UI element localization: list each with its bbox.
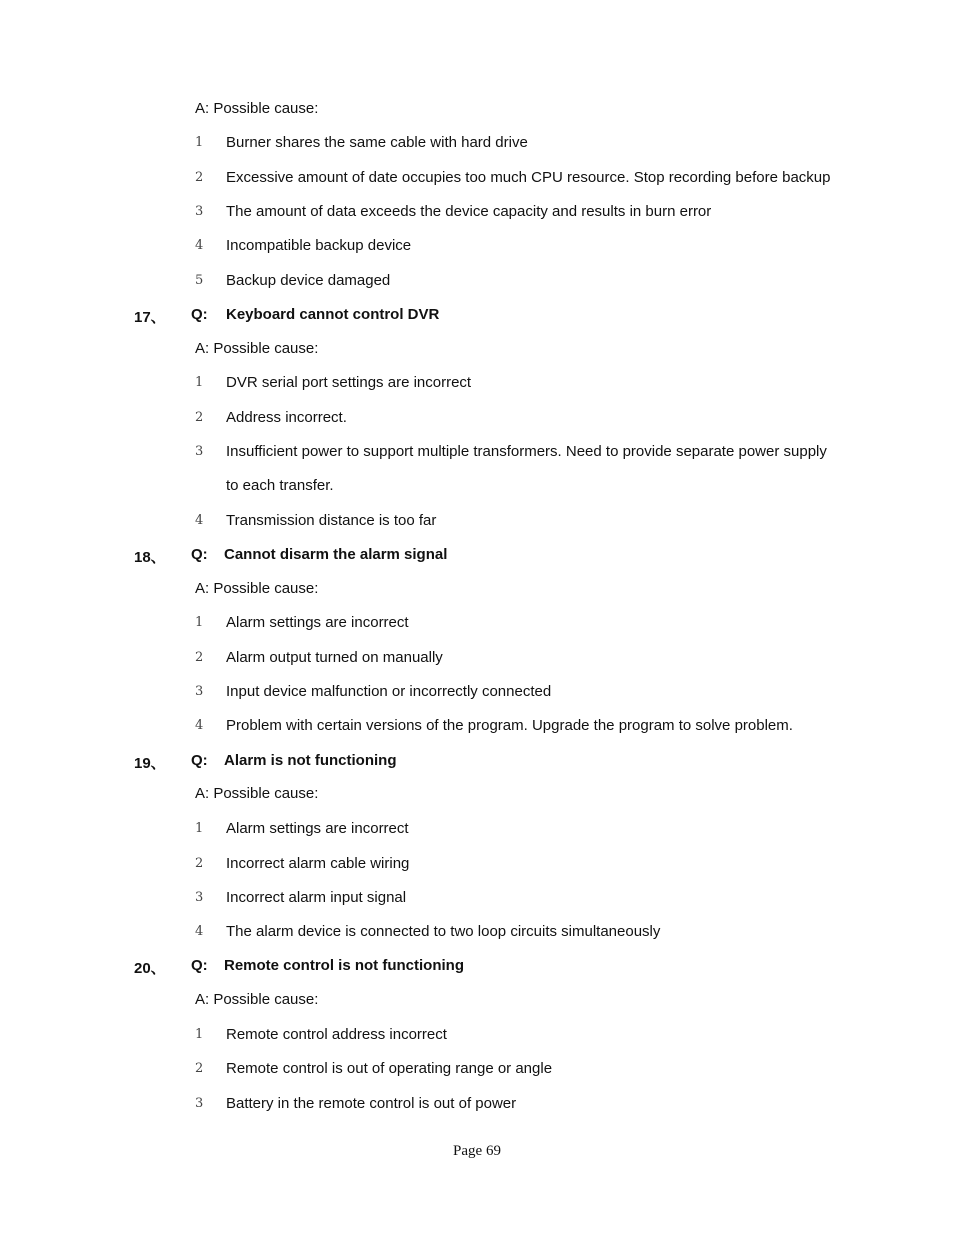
answer-label: A: Possible cause:: [195, 340, 319, 357]
list-item: The amount of data exceeds the device capacity and results in burn error: [226, 203, 712, 220]
item-number: 2: [195, 856, 204, 871]
list-item: Address incorrect.: [226, 409, 347, 426]
list-item: Remote control address incorrect: [226, 1026, 447, 1043]
question-number: 17、: [134, 309, 166, 326]
item-number: 3: [195, 890, 204, 905]
question-number: 18、: [134, 549, 166, 566]
question-text: Cannot disarm the alarm signal: [224, 546, 448, 563]
answer-label: A: Possible cause:: [195, 785, 319, 802]
item-number: 2: [195, 410, 204, 425]
item-number: 2: [195, 1061, 204, 1076]
list-item: Battery in the remote control is out of power: [226, 1095, 517, 1112]
list-item: Transmission distance is too far: [226, 512, 437, 529]
question-label: Q:: [191, 752, 208, 769]
question-number: 20、: [134, 960, 166, 977]
answer-label: A: Possible cause:: [195, 991, 319, 1008]
item-number: 2: [195, 170, 204, 185]
item-number: 4: [195, 924, 204, 939]
item-number: 4: [195, 238, 204, 253]
item-number: 1: [195, 135, 204, 150]
item-number: 3: [195, 444, 204, 459]
list-item: Problem with certain versions of the program. Upgrade the program to solve problem.: [226, 717, 793, 734]
list-item: Burner shares the same cable with hard drive: [226, 134, 528, 151]
list-item: Alarm settings are incorrect: [226, 820, 409, 837]
list-item: Backup device damaged: [226, 272, 391, 289]
list-item-continuation: to each transfer.: [226, 477, 334, 494]
answer-label: A: Possible cause:: [195, 580, 319, 597]
list-item: Insufficient power to support multiple transformers. Need to provide separate power supply: [226, 443, 827, 460]
answer-label: A: Possible cause:: [195, 100, 319, 117]
item-number: 1: [195, 375, 204, 390]
list-item: The alarm device is connected to two loop circuits simultaneously: [226, 923, 661, 940]
question-label: Q:: [191, 546, 208, 563]
question-label: Q:: [191, 957, 208, 974]
item-number: 1: [195, 1027, 204, 1042]
item-number: 4: [195, 513, 204, 528]
page-number: Page 69: [453, 1143, 501, 1159]
list-item: Alarm settings are incorrect: [226, 614, 409, 631]
list-item: Input device malfunction or incorrectly connected: [226, 683, 552, 700]
list-item: Alarm output turned on manually: [226, 649, 443, 666]
list-item: Remote control is out of operating range or angle: [226, 1060, 553, 1077]
list-item: DVR serial port settings are incorrect: [226, 374, 472, 391]
question-text: Keyboard cannot control DVR: [226, 306, 440, 323]
item-number: 1: [195, 615, 204, 630]
question-text: Remote control is not functioning: [224, 957, 464, 974]
item-number: 3: [195, 204, 204, 219]
item-number: 2: [195, 650, 204, 665]
question-number: 19、: [134, 755, 166, 772]
item-number: 3: [195, 684, 204, 699]
question-label: Q:: [191, 306, 208, 323]
question-text: Alarm is not functioning: [224, 752, 397, 769]
list-item: Incorrect alarm cable wiring: [226, 855, 410, 872]
list-item: Incompatible backup device: [226, 237, 412, 254]
item-number: 4: [195, 718, 204, 733]
list-item: Incorrect alarm input signal: [226, 889, 407, 906]
item-number: 1: [195, 821, 204, 836]
item-number: 3: [195, 1096, 204, 1111]
list-item: Excessive amount of date occupies too much CPU resource. Stop recording before backup: [226, 169, 831, 186]
item-number: 5: [195, 273, 204, 288]
